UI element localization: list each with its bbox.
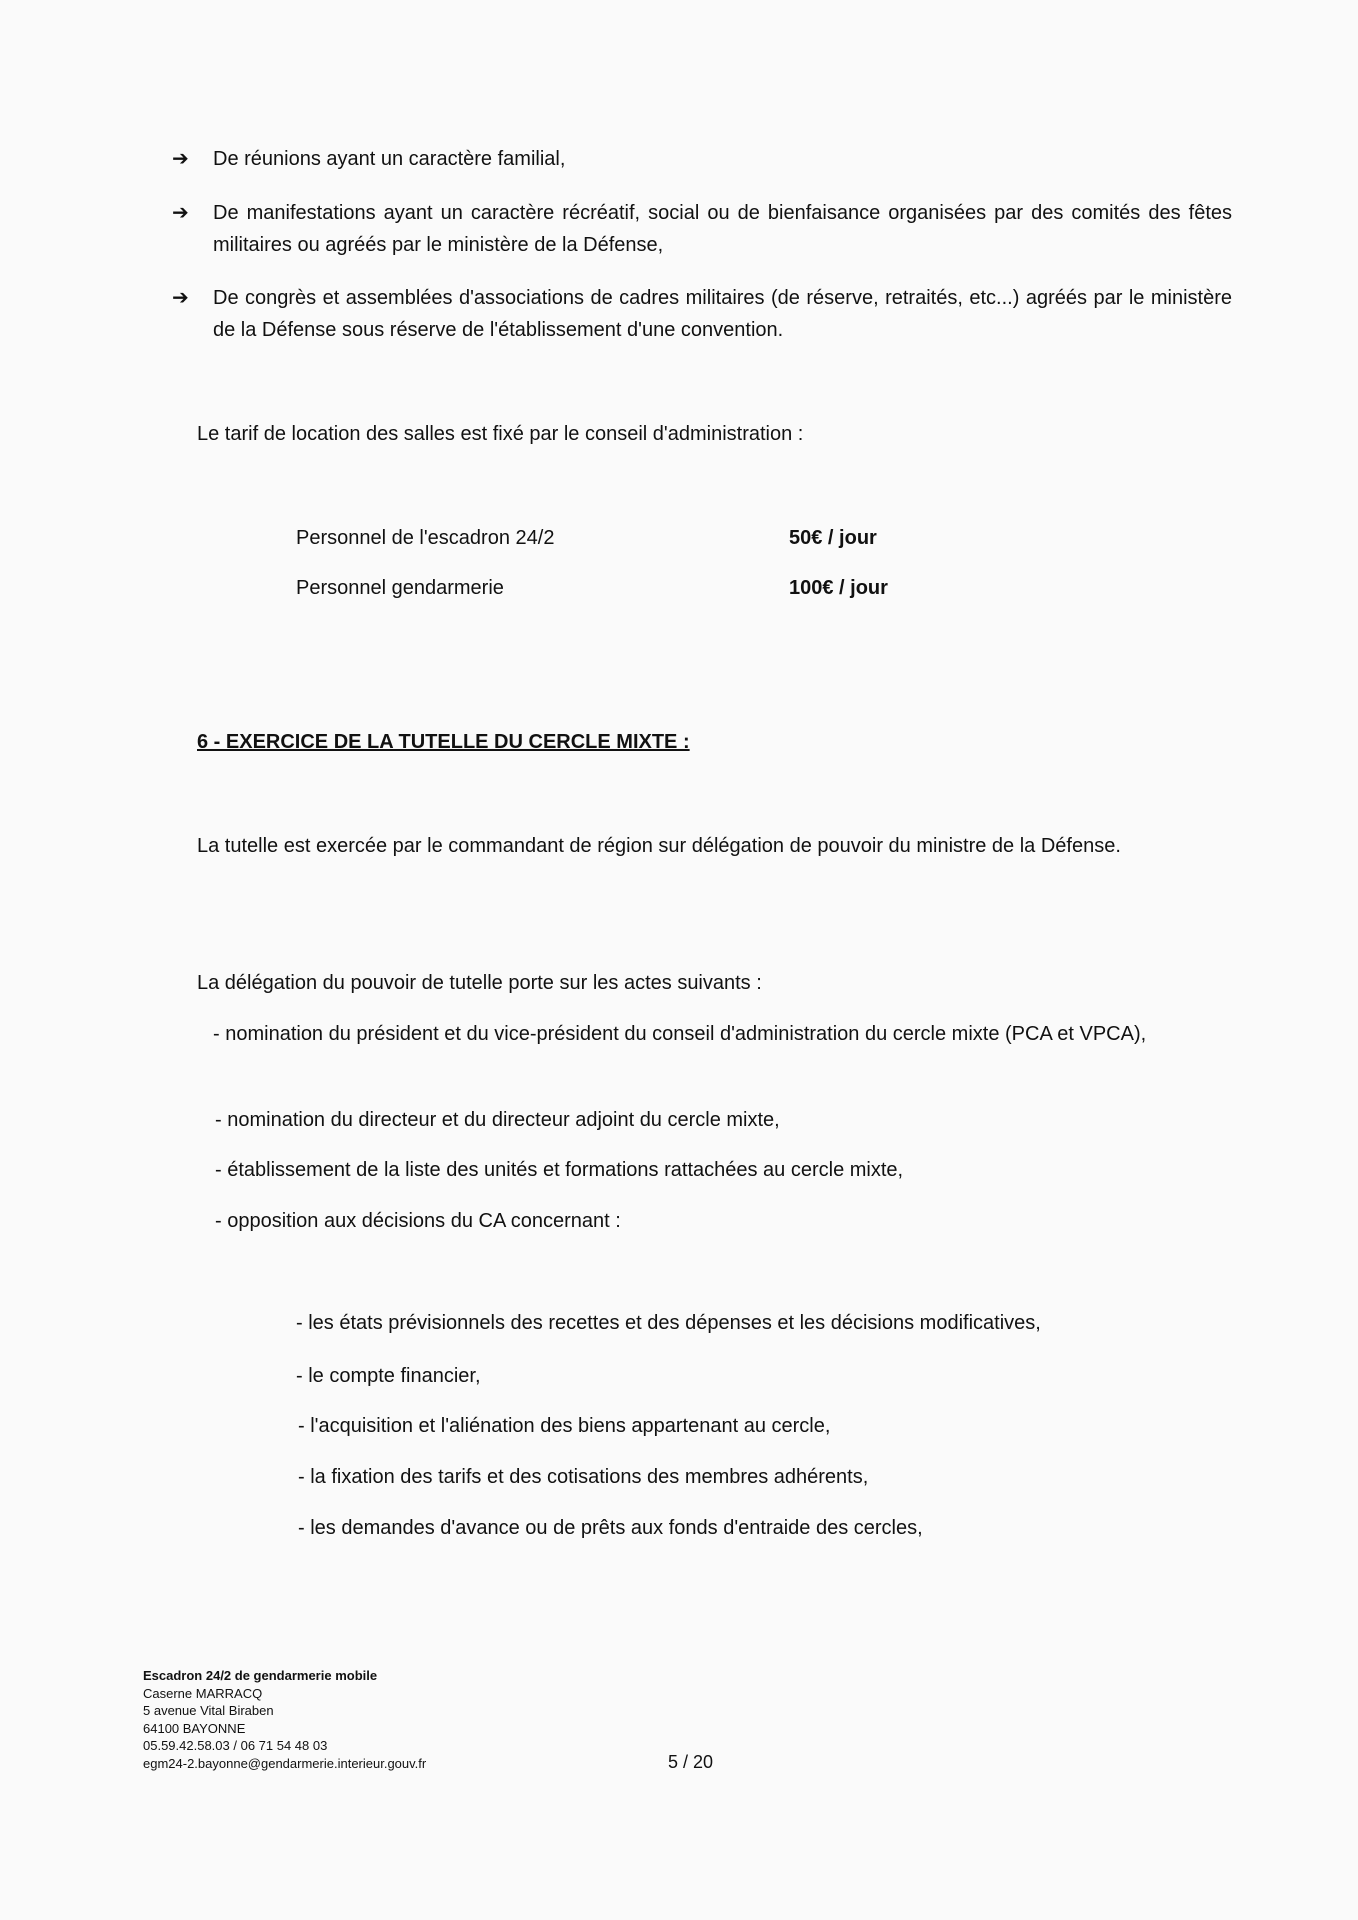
- list-item: - établissement de la liste des unités et formations rattachées au cercle mixte,: [215, 1159, 904, 1181]
- section-title: 6 - EXERCICE DE LA TUTELLE DU CERCLE MIXTE :: [197, 731, 690, 753]
- footer-address: [143, 1667, 426, 1772]
- arrow-right-icon: ➔: [172, 148, 189, 170]
- bullet-text: De réunions ayant un caractère familial,: [213, 148, 566, 170]
- bullet-item: [172, 197, 1232, 261]
- bullet-text: De congrès et assemblées d'associations de cadres militaires (de réserve, retraités, etc...) agréés par le ministère de la Défense sous réserve de l'établissement d'une convention.: [213, 287, 1232, 341]
- section-paragraph: La tutelle est exercée par le commandant de région sur délégation de pouvoir du ministre de la Défense.: [197, 835, 1121, 857]
- sub-list-item: - la fixation des tarifs et des cotisations des membres adhérents,: [298, 1466, 869, 1488]
- rate-label: Personnel de l'escadron 24/2: [296, 527, 555, 549]
- list-item: - nomination du président et du vice-président du conseil d'administration du cercle mixte (PCA et VPCA),: [213, 1023, 1147, 1045]
- rate-value: 50€ / jour: [789, 527, 877, 549]
- section-paragraph: La délégation du pouvoir de tutelle porte sur les actes suivants :: [197, 972, 762, 994]
- sub-list-item: - les demandes d'avance ou de prêts aux fonds d'entraide des cercles,: [298, 1517, 923, 1539]
- footer-line: 05.59.42.58.03 / 06 71 54 48 03: [143, 1738, 328, 1753]
- footer-line: 5 avenue Vital Biraben: [143, 1703, 274, 1718]
- bullet-text: De manifestations ayant un caractère récréatif, social ou de bienfaisance organisées par des comités des fêtes militaires ou agréés par le ministère de la Défense,: [213, 202, 1232, 256]
- page-number: 5 / 20: [668, 1752, 714, 1772]
- footer-email: egm24-2.bayonne@gendarmerie.interieur.gouv.fr: [143, 1755, 427, 1771]
- footer-line: Caserne MARRACQ: [143, 1685, 263, 1701]
- bullet-item: [172, 282, 1232, 346]
- footer-unit-name: Escadron 24/2 de gendarmerie mobile: [143, 1668, 378, 1683]
- sub-list-item: - le compte financier,: [296, 1365, 481, 1387]
- list-item: - opposition aux décisions du CA concernant :: [215, 1210, 621, 1232]
- tarif-intro: Le tarif de location des salles est fixé par le conseil d'administration :: [197, 423, 804, 445]
- rate-value: 100€ / jour: [789, 577, 888, 599]
- arrow-right-icon: ➔: [172, 202, 189, 224]
- sub-list-item: - l'acquisition et l'aliénation des biens appartenant au cercle,: [298, 1415, 831, 1437]
- footer-line: 64100 BAYONNE: [143, 1720, 246, 1736]
- bullet-item: [172, 143, 1232, 175]
- list-item: - nomination du directeur et du directeur adjoint du cercle mixte,: [215, 1109, 780, 1131]
- sub-list-item: - les états prévisionnels des recettes et des dépenses et les décisions modificatives,: [296, 1312, 1041, 1334]
- arrow-right-icon: ➔: [172, 287, 189, 309]
- rate-label: Personnel gendarmerie: [296, 577, 504, 599]
